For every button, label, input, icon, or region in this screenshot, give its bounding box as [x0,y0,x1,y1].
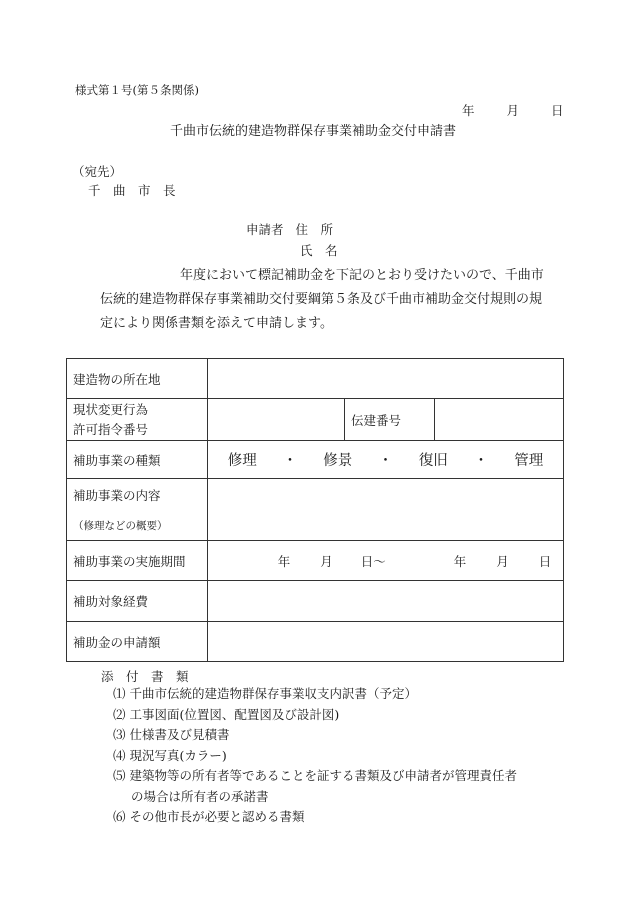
statement-line-3: 定により関係書類を添えて申請します。 [100,316,333,331]
permit-label-line-2: 許可指令番号 [73,421,149,437]
permit-label-line-1: 現状変更行為 [73,401,149,417]
attachment-item: ⑷ 現況写真(カラー) [113,747,227,763]
requested-amount-field[interactable] [208,622,564,662]
application-table [66,358,564,662]
type-repair[interactable]: 修理 [227,453,257,469]
attachments-heading: 添 付 書 類 [101,669,189,684]
page-title: 千曲市伝統的建造物群保存事業補助金交付申請書 [170,124,457,139]
eligible-cost-label: 補助対象経費 [67,581,208,622]
attachments-list [113,684,573,828]
attachment-item: ⑵ 工事図面(位置図、配置図及び設計図) [113,706,340,722]
period-start-month: 月 [320,553,333,569]
date-line [462,101,564,119]
permit-number-label [67,399,208,441]
location-field[interactable] [208,359,564,399]
project-type-options [208,441,564,479]
applicant-name-label: 氏 名 [300,243,338,258]
project-type-label: 補助事業の種類 [67,441,208,479]
attachment-item: ⑶ 仕様書及び見積書 [113,727,230,742]
period-end-month: 月 [496,553,509,569]
applicant-address-line [246,220,333,238]
application-statement [100,264,560,336]
project-content-field[interactable] [208,479,564,541]
type-separator: ・ [378,453,393,469]
date-month: 月 [506,103,520,118]
addressee-label: （宛先） [72,164,123,179]
attachment-item: ⑴ 千曲市伝統的建造物群保存事業収支内訳書（予定） [113,686,417,701]
attachment-item: ⑸ 建築物等の所有者等であることを証する書類及び申請者が管理責任者 [113,768,517,783]
type-restoration[interactable]: 復旧 [418,453,448,469]
eligible-cost-field[interactable] [208,581,564,622]
period-start-day: 日～ [360,553,386,569]
project-period-label: 補助事業の実施期間 [67,541,208,581]
period-end-day: 日 [538,553,552,569]
requested-amount-label: 補助金の申請額 [67,622,208,662]
attachment-item-continued: の場合は所有者の承諾書 [131,788,269,804]
statement-line-2: 伝統的建造物群保存事業補助交付要綱第５条及び千曲市補助金交付規則の規 [100,292,543,307]
type-separator: ・ [282,453,298,469]
addressee-mayor: 千 曲 市 長 [88,183,176,198]
period-end-year: 年 [453,553,467,569]
permit-number-field[interactable] [208,399,345,441]
type-separator: ・ [473,453,489,469]
statement-line-1: 年度において標記補助金を下記のとおり受けたいので、千曲市 [180,268,544,283]
project-period-field[interactable] [208,541,564,581]
period-start-year: 年 [277,553,291,569]
content-label-sub: （修理などの概要） [73,520,168,532]
content-label-main: 補助事業の内容 [73,488,161,503]
applicant-label: 申請者 [246,222,284,237]
location-label: 建造物の所在地 [67,359,208,399]
project-content-label [67,479,208,541]
dento-number-label: 伝建番号 [345,399,435,441]
date-day: 日 [551,103,564,118]
attachment-item: ⑹ その他市長が必要と認める書類 [113,809,305,824]
type-management[interactable]: 管理 [514,453,544,469]
type-landscape[interactable]: 修景 [323,453,353,469]
form-id: 様式第１号(第５条関係) [75,83,199,97]
dento-number-field[interactable] [435,399,564,441]
applicant-address-label: 住 所 [295,222,334,237]
date-year: 年 [462,103,475,118]
